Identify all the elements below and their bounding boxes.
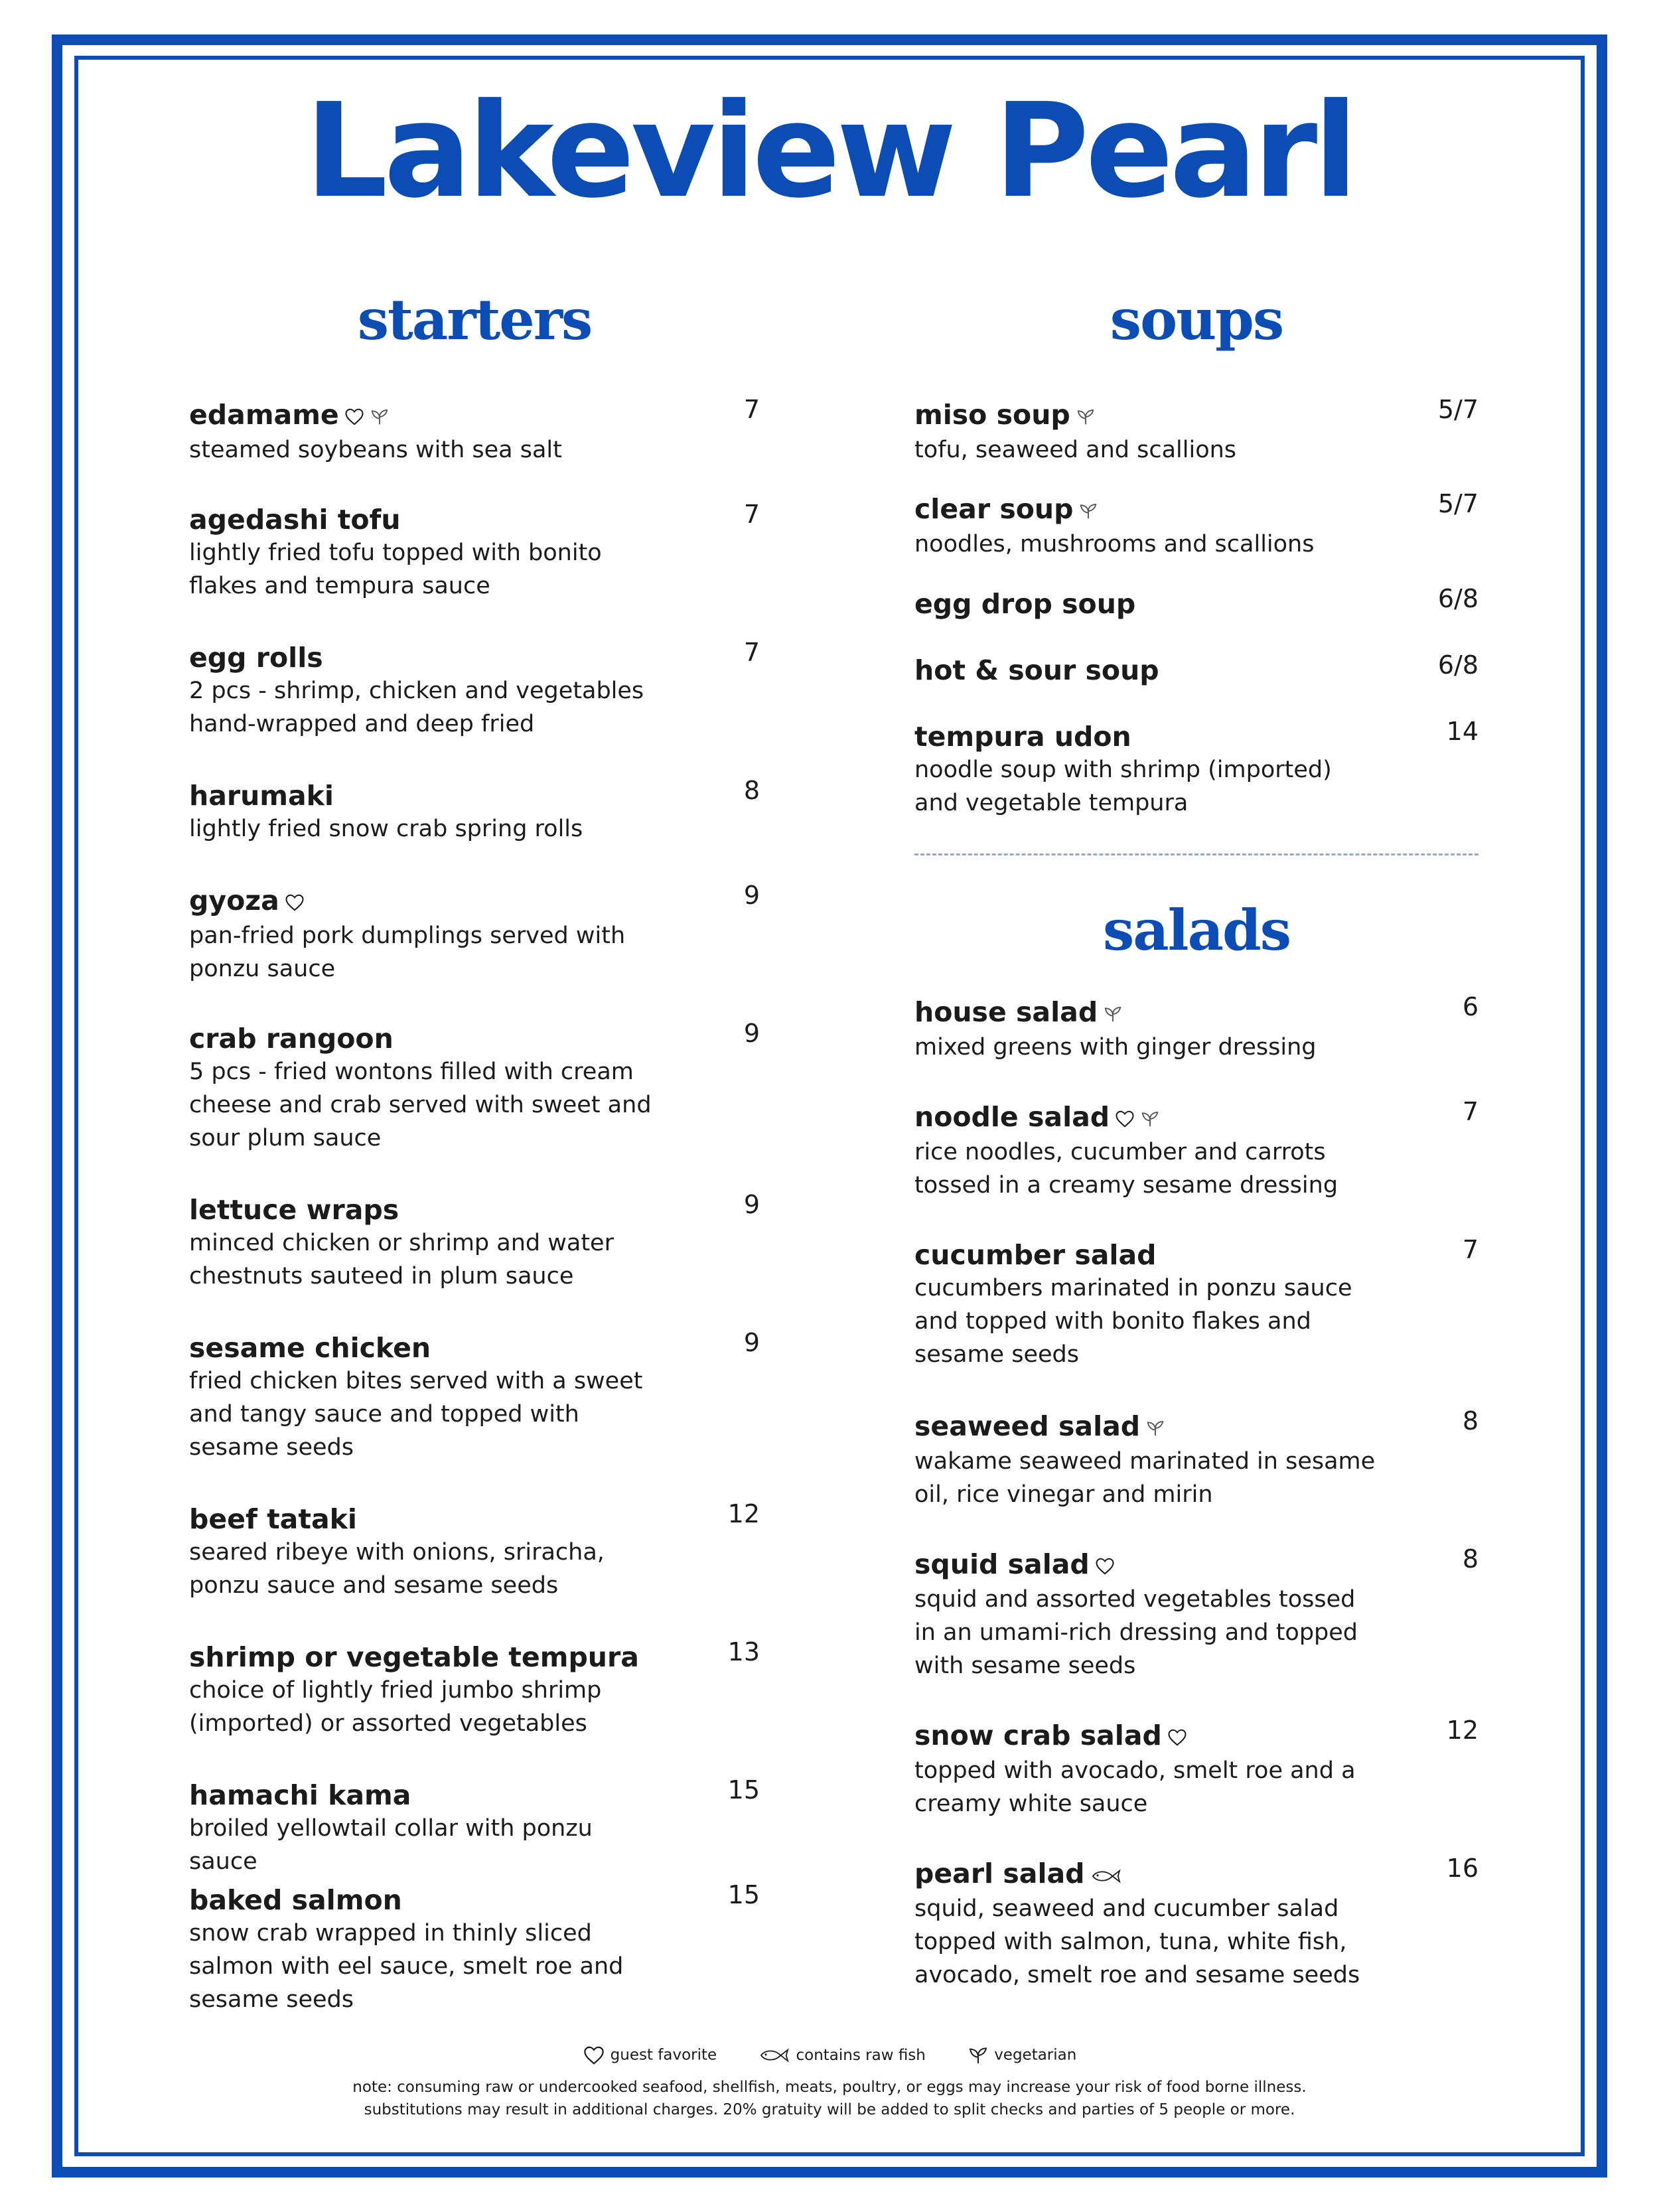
menu-item [189, 1637, 760, 1740]
legend-label: contains raw fish [796, 2046, 926, 2064]
item-description: minced chicken or shrimp and water chestnuts sauteed in plum sauce [189, 1230, 614, 1290]
item-name: cucumber salad [914, 1239, 1157, 1271]
item-price: 6/8 [1437, 584, 1479, 613]
item-description: choice of lightly fried jumbo shrimp (imported) or assorted vegetables [189, 1677, 602, 1737]
item-name: shrimp or vegetable tempura [189, 1641, 639, 1673]
heart-icon [1115, 1102, 1135, 1136]
item-price: 7 [1462, 1097, 1479, 1126]
item-name: hot & sour soup [914, 654, 1159, 686]
item-description: noodles, mushrooms and scallions [914, 531, 1315, 557]
item-name: edamame [189, 399, 339, 431]
item-price: 5/7 [1437, 395, 1479, 424]
item-description: mixed greens with ginger dressing [914, 1034, 1317, 1061]
leaf-icon [1140, 1102, 1160, 1136]
item-price: 15 [727, 1880, 760, 1909]
fish-icon [758, 2047, 796, 2064]
menu-item [189, 881, 760, 986]
menu-item [189, 1775, 760, 1878]
item-description: rice noodles, cucumber and carrots tossed in a creamy sesame dressing [914, 1139, 1338, 1199]
item-price: 9 [743, 1190, 760, 1219]
item-description: seared ribeye with onions, sriracha, ponzu sauce and sesame seeds [189, 1539, 605, 1599]
note-line-2: substitutions may result in additional charges. 20% gratuity will be added to split checks and parties of 5 people or more. [364, 2101, 1295, 2118]
item-price: 15 [727, 1775, 760, 1805]
heart-icon [583, 2047, 611, 2064]
item-name: lettuce wraps [189, 1194, 399, 1226]
restaurant-title: Lakeview Pearl [305, 76, 1354, 227]
item-description: 2 pcs - shrimp, chicken and vegetables hand-wrapped and deep fried [189, 678, 644, 737]
legend-label: vegetarian [994, 2046, 1077, 2064]
menu-item [914, 1235, 1479, 1371]
item-name: tempura udon [914, 721, 1131, 753]
item-description: wakame seaweed marinated in sesame oil, rice vinegar and mirin [914, 1448, 1376, 1508]
menu-item [914, 1097, 1479, 1202]
menu-item [914, 584, 1479, 621]
item-description: lightly fried tofu topped with bonito flakes and tempura sauce [189, 540, 602, 599]
item-description: 5 pcs - fried wontons filled with cream cheese and crab served with sweet and sour plum sauce [189, 1059, 652, 1151]
item-description: tofu, seaweed and scallions [914, 437, 1237, 463]
leaf-icon [370, 400, 390, 433]
item-name: crab rangoon [189, 1023, 394, 1055]
item-price: 8 [1462, 1406, 1479, 1436]
item-name: sesame chicken [189, 1332, 431, 1364]
item-price: 8 [743, 776, 760, 805]
leaf-icon [968, 2047, 994, 2064]
legend [0, 2045, 1659, 2065]
menu-item [189, 1880, 760, 2016]
item-price: 9 [743, 1019, 760, 1048]
item-description: noodle soup with shrimp (imported) and vegetable tempura [914, 757, 1332, 816]
item-price: 5/7 [1437, 489, 1479, 518]
item-description: broiled yellowtail collar with ponzu sauce [189, 1815, 593, 1875]
item-name: beef tataki [189, 1503, 357, 1535]
item-name: agedashi tofu [189, 504, 401, 536]
item-price: 13 [727, 1637, 760, 1666]
item-name: egg drop soup [914, 588, 1136, 620]
heart-icon [1167, 1721, 1187, 1754]
item-price: 9 [743, 1328, 760, 1357]
item-name: squid salad [914, 1548, 1090, 1580]
item-price: 7 [743, 395, 760, 424]
menu-item [914, 1406, 1479, 1511]
item-description: fried chicken bites served with a sweet and tangy sauce and topped with sesame seeds [189, 1368, 643, 1461]
legend-guest-favorite [583, 2045, 717, 2065]
item-price: 7 [743, 500, 760, 529]
item-description: steamed soybeans with sea salt [189, 437, 562, 463]
item-price: 7 [1462, 1235, 1479, 1264]
menu-item [914, 650, 1479, 687]
menu-item [914, 1854, 1479, 1992]
heart-icon [285, 886, 305, 919]
menu-item [189, 638, 760, 741]
item-name: pearl salad [914, 1858, 1085, 1889]
item-name: baked salmon [189, 1884, 402, 1916]
item-name: gyoza [189, 885, 279, 917]
item-name: snow crab salad [914, 1720, 1162, 1751]
menu-item [914, 489, 1479, 561]
item-name: noodle salad [914, 1101, 1110, 1133]
item-price: 6/8 [1437, 650, 1479, 680]
menu-item [914, 1544, 1479, 1682]
menu-item [189, 1019, 760, 1155]
menu-item [914, 992, 1479, 1064]
item-price: 12 [1446, 1716, 1479, 1745]
item-description: lightly fried snow crab spring rolls [189, 816, 583, 842]
legend-vegetarian [968, 2045, 1076, 2065]
item-price: 7 [743, 638, 760, 667]
item-description: squid, seaweed and cucumber salad topped with salmon, tuna, white fish, avocado, smelt roe and sesame seeds [914, 1895, 1360, 1988]
leaf-icon [1078, 494, 1098, 528]
leaf-icon [1103, 997, 1123, 1031]
heart-icon [344, 400, 364, 433]
item-price: 6 [1462, 992, 1479, 1021]
item-price: 16 [1446, 1854, 1479, 1883]
menu-item [189, 500, 760, 603]
heart-icon [1095, 1550, 1115, 1583]
item-description: topped with avocado, smelt roe and a creamy white sauce [914, 1757, 1356, 1817]
item-name: egg rolls [189, 642, 323, 674]
menu-item [189, 395, 760, 467]
item-price: 9 [743, 881, 760, 910]
menu-item [189, 776, 760, 846]
fish-icon [1090, 1859, 1122, 1892]
item-price: 14 [1446, 717, 1479, 746]
item-description: snow crab wrapped in thinly sliced salmon with eel sauce, smelt roe and sesame seeds [189, 1920, 624, 2013]
menu-item [914, 1716, 1479, 1820]
section-title-starters: starters [357, 287, 592, 352]
menu-item [189, 1499, 760, 1602]
item-name: clear soup [914, 493, 1074, 525]
item-description: pan-fried pork dumplings served with ponzu sauce [189, 922, 626, 982]
section-title-soups: soups [1110, 287, 1283, 352]
menu-item [914, 395, 1479, 467]
legend-raw-fish [758, 2047, 925, 2065]
menu-item [914, 717, 1479, 820]
menu-item [189, 1328, 760, 1464]
leaf-icon [1145, 1412, 1165, 1445]
leaf-icon [1076, 400, 1096, 433]
item-price: 12 [727, 1499, 760, 1528]
note-line-1: note: consuming raw or undercooked seafood, shellfish, meats, poultry, or eggs may increase your risk of food borne illness. [352, 2079, 1307, 2096]
legend-label: guest favorite [610, 2046, 717, 2064]
item-description: cucumbers marinated in ponzu sauce and topped with bonito flakes and sesame seeds [914, 1275, 1352, 1368]
item-name: house salad [914, 996, 1098, 1028]
menu-item [189, 1190, 760, 1293]
item-description: squid and assorted vegetables tossed in an umami-rich dressing and topped with sesame seeds [914, 1586, 1358, 1679]
section-divider [914, 853, 1479, 855]
item-name: harumaki [189, 780, 334, 812]
section-title-salads: salads [1102, 897, 1291, 963]
item-name: seaweed salad [914, 1410, 1141, 1442]
item-price: 8 [1462, 1544, 1479, 1574]
item-name: hamachi kama [189, 1779, 411, 1811]
item-name: miso soup [914, 399, 1070, 431]
